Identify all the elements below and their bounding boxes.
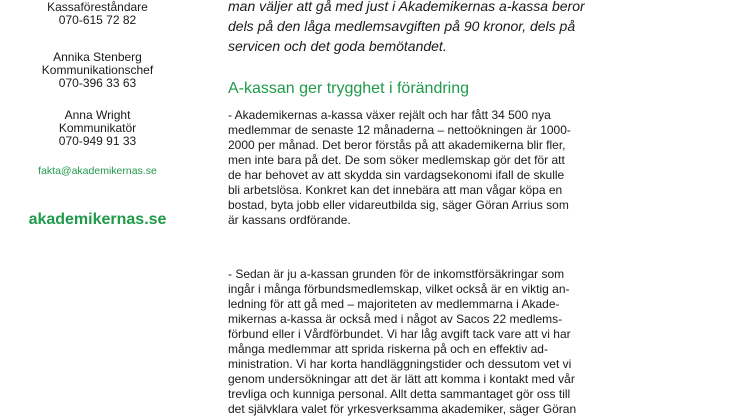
paragraph-line: förbund eller i Vårdförbundet. Vi har låg avgift tack vare att vi har: [228, 327, 571, 341]
paragraph-line: det självklara valet för yrkesverksamma akademiker, säger Göran: [228, 402, 577, 416]
paragraph-line: de har behovet av att skydda sin vardagsekonomi ifall de skulle: [228, 168, 565, 182]
contact-title: Kommunikatör: [58, 121, 137, 135]
paragraph-line: genom undersökningar att det är lätt att komma i kontakt med vår: [228, 372, 575, 386]
intro-line: dels på den låga medlemsavgiften på 90 kronor, dels på: [228, 18, 576, 34]
section-heading: A-kassan ger trygghet i förändring: [228, 80, 470, 97]
intro-line: man väljer att gå med just i Akademikernas a-kassa beror: [228, 0, 585, 14]
contact-email-link[interactable]: fakta@akademikernas.se: [38, 165, 157, 177]
article-paragraph: [228, 267, 728, 417]
paragraph-line: men inte bara på det. De som söker medlemskap gör det för att: [228, 153, 565, 167]
paragraph-line: bli arbetslösa. Konkret kan det innebära att man vågar köpa en: [228, 183, 563, 197]
contact-card: [0, 51, 195, 90]
paragraph-line: är kassans ordförande.: [228, 213, 351, 227]
paragraph-line: trevliga och kunniga personal. Allt detta sammantaget gör oss till: [228, 387, 571, 401]
paragraph-line: ingår i många förbundsmedlemskap, vilket också är en viktig an-: [228, 282, 570, 296]
intro-line: servicen och det goda bemötandet.: [228, 38, 447, 54]
paragraph-line: ministration. Vi har korta handläggningstider och dessutom vet vi: [228, 357, 572, 371]
contact-name: Annika Stenberg: [53, 50, 142, 64]
article-paragraph: [228, 108, 728, 228]
paragraph-line: ledning för att gå med – majoriteten av medlemmarna i Akade-: [228, 297, 560, 311]
paragraph-line: medlemmar de senaste 12 månaderna – nettoökningen är 1000-: [228, 123, 571, 137]
contact-name: Anna Wright: [64, 108, 131, 122]
paragraph-line: 2000 per månad. Det beror förstås på att akademikerna blir fler,: [228, 138, 566, 152]
paragraph-line: - Akademikernas a-kassa växer rejält och har fått 34 500 nya: [228, 108, 551, 122]
paragraph-line: mikernas a-kassa är också med i något av Sacos 22 medlems-: [228, 312, 563, 326]
paragraph-line: - Sedan är ju a-kassan grunden för de inkomstförsäkringar som: [228, 267, 565, 281]
contact-phone: 070-615 72 82: [58, 13, 137, 27]
contact-phone: 070-396 33 63: [58, 76, 137, 90]
website-link[interactable]: akademikernas.se: [28, 211, 167, 228]
article-intro: [228, 0, 736, 56]
contact-phone: 070-949 91 33: [58, 134, 137, 148]
contact-title: Kommunikationschef: [41, 63, 154, 77]
paragraph-line: många medlemmar att sprida riskerna på och en effektiv ad-: [228, 342, 548, 356]
contact-card: [0, 1, 195, 27]
contact-card: [0, 109, 195, 148]
contact-title: Kassaföreståndare: [47, 0, 148, 14]
paragraph-line: bostad, byta jobb eller vidareutbilda sig, säger Göran Arrius som: [228, 198, 569, 212]
